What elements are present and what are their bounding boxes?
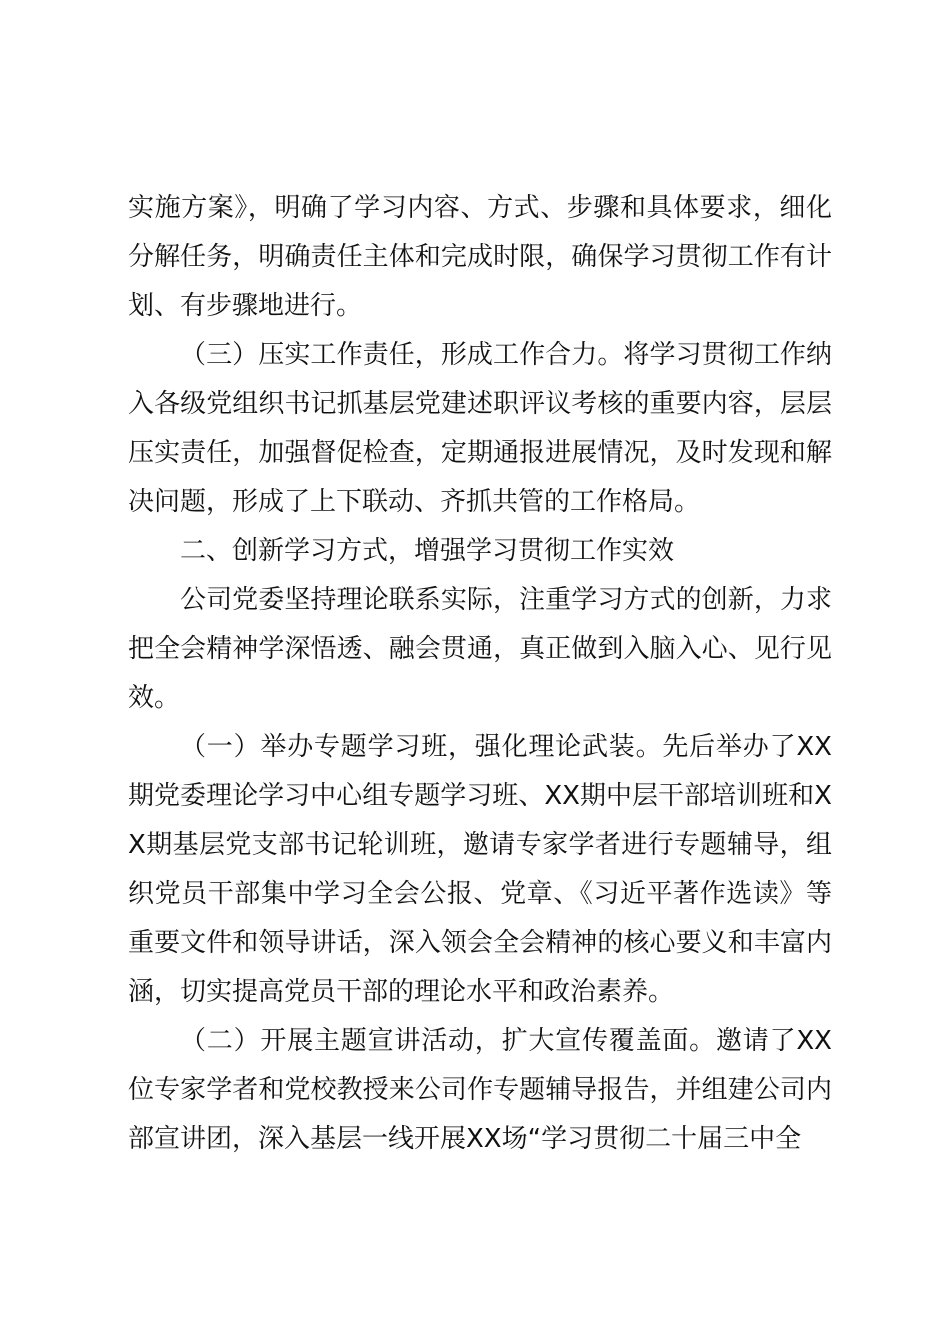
paragraph-study-classes: （一）举办专题学习班，强化理论武装。先后举办了XX期党委理论学习中心组专题学习班、XX期中层干部培训班和XX期基层党支部书记轮训班，邀请专家学者进行专题辅导，组织党员干部集中学习全会公报、党章、《习近平著作选读》等重要文件和领导讲话，深入领会全会精神的核心要义和丰富内涵，切实提高党员干部的理论水平和政治素养。: [128, 732, 832, 1007]
section-heading-innovate-learning: 二、创新学习方式，增强学习贯彻工作实效: [180, 536, 675, 566]
paragraph-section-intro: 公司党委坚持理论联系实际，注重学习方式的创新，力求把全会精神学深悟透、融会贯通，真正做到入脑入心、见行见效。: [128, 585, 832, 713]
document-body: [128, 184, 832, 1164]
paragraph-implementation-plan: 实施方案》，明确了学习内容、方式、步骤和具体要求，细化分解任务，明确责任主体和完成时限，确保学习贯彻工作有计划、有步骤地进行。: [128, 193, 832, 321]
paragraph-responsibility: （三）压实工作责任，形成工作合力。将学习贯彻工作纳入各级党组织书记抓基层党建述职评议考核的重要内容，层层压实责任，加强督促检查，定期通报进展情况，及时发现和解决问题，形成了上下联动、齐抓共管的工作格局。: [128, 340, 832, 517]
paragraph-lecture-activities: （二）开展主题宣讲活动，扩大宣传覆盖面。邀请了XX位专家学者和党校教授来公司作专题辅导报告，并组建公司内部宣讲团，深入基层一线开展XX场“学习贯彻二十届三中全: [128, 1026, 832, 1154]
